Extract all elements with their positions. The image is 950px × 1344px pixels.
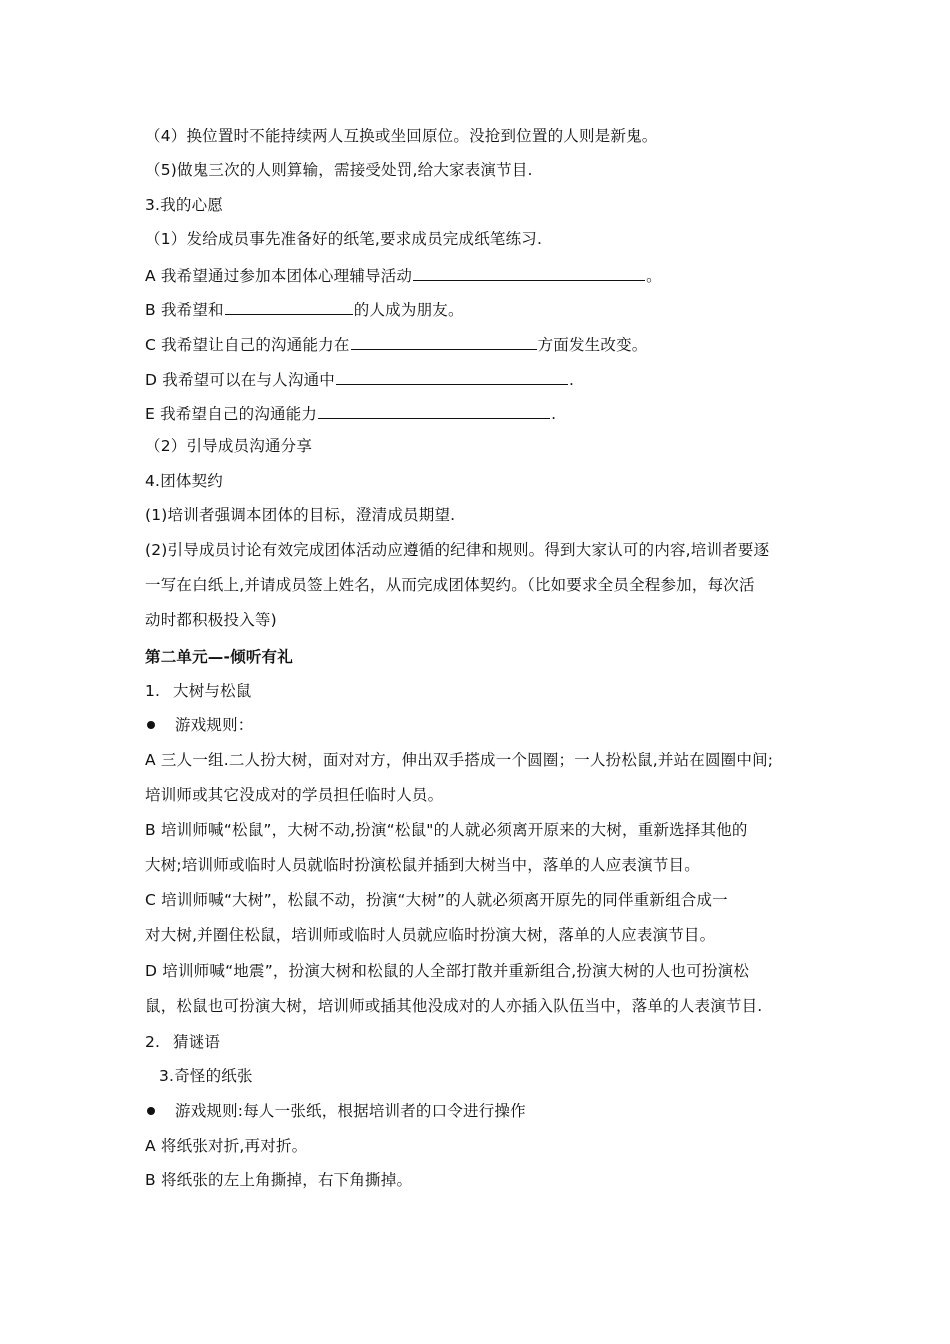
unit-title: 第二单元—-倾听有礼: [145, 648, 293, 666]
numbered-item: [145, 681, 815, 701]
answer-blank[interactable]: [336, 368, 568, 385]
answer-blank[interactable]: [351, 333, 537, 350]
paragraph: （5)做鬼三次的人则算输，需接受处罚,给大家表演节目.: [145, 161, 533, 179]
item-number: 1.: [145, 682, 161, 700]
paragraph: D 培训师喊“地震”，扮演大树和松鼠的人全部打散并重新组合,扮演大树的人也可扮演松: [145, 962, 750, 980]
fill-in-prompt: B 我希望和: [145, 301, 224, 319]
paragraph: B 将纸张的左上角撕掉，右下角撕掉。: [145, 1171, 413, 1189]
bullet-icon: [147, 1107, 155, 1115]
fill-in-line: [145, 264, 815, 286]
fill-in-line: [145, 333, 815, 355]
fill-in-suffix: 。: [646, 267, 662, 285]
paragraph: 大树;培训师或临时人员就临时扮演松鼠并插到大树当中，落单的人应表演节目。: [145, 856, 700, 874]
fill-in-prompt: C 我希望让自己的沟通能力在: [145, 336, 350, 354]
paragraph: B 培训师喊“松鼠”，大树不动,扮演“松鼠"的人就必须离开原来的大树，重新选择其他的: [145, 821, 748, 839]
paragraph: （1）发给成员事先准备好的纸笔,要求成员完成纸笔练习.: [145, 230, 543, 248]
answer-blank[interactable]: [318, 402, 550, 419]
fill-in-suffix: .: [568, 371, 575, 389]
bullet-item: [145, 1101, 815, 1121]
item-text: 猜谜语: [173, 1033, 221, 1051]
numbered-item: [145, 1032, 815, 1052]
section-heading: 3.奇怪的纸张: [159, 1067, 253, 1085]
paragraph: C 培训师喊“大树”，松鼠不动，扮演“大树”的人就必须离开原先的同伴重新组合成一: [145, 891, 728, 909]
fill-in-line: [145, 298, 815, 320]
fill-in-suffix: 的人成为朋友。: [353, 301, 464, 319]
bullet-item: [145, 715, 815, 735]
paragraph: 对大树,并圈住松鼠，培训师或临时人员就应临时扮演大树，落单的人应表演节目。: [145, 926, 716, 944]
bullet-text: 游戏规则：: [175, 716, 254, 734]
fill-in-suffix: .: [551, 405, 557, 423]
paragraph: (2)引导成员讨论有效完成团体活动应遵循的纪律和规则。得到大家认可的内容,培训者要逐: [145, 541, 770, 559]
answer-blank[interactable]: [413, 264, 645, 281]
paragraph: A 三人一组.二人扮大树，面对对方，伸出双手搭成一个圆圈；一人扮松鼠,并站在圆圈中间;: [145, 751, 774, 769]
fill-in-prompt: D 我希望可以在与人沟通中: [145, 371, 335, 389]
item-text: 大树与松鼠: [173, 682, 252, 700]
fill-in-line: [145, 368, 815, 390]
paragraph: (1)培训者强调本团体的目标，澄清成员期望.: [145, 506, 456, 524]
section-heading: 3.我的心愿: [145, 196, 223, 214]
bullet-text: 游戏规则:每人一张纸，根据培训者的口令进行操作: [175, 1102, 526, 1120]
item-number: 2.: [145, 1033, 161, 1051]
paragraph: （2）引导成员沟通分享: [145, 437, 313, 455]
answer-blank[interactable]: [225, 298, 353, 315]
paragraph: 鼠，松鼠也可扮演大树，培训师或插其他没成对的人亦插入队伍当中，落单的人表演节目.: [145, 997, 763, 1015]
paragraph: A 将纸张对折,再对折。: [145, 1137, 308, 1155]
paragraph: （4）换位置时不能持续两人互换或坐回原位。没抢到位置的人则是新鬼。: [145, 127, 658, 145]
fill-in-prompt: E 我希望自己的沟通能力: [145, 405, 318, 423]
fill-in-line: [145, 402, 815, 424]
paragraph: 动时都积极投入等): [145, 611, 277, 629]
paragraph: 培训师或其它没成对的学员担任临时人员。: [145, 786, 444, 804]
fill-in-prompt: A 我希望通过参加本团体心理辅导活动: [145, 267, 413, 285]
paragraph: 一写在白纸上,并请成员签上姓名，从而完成团体契约。（比如要求全员全程参加，每次活: [145, 576, 755, 594]
section-heading: 4.团体契约: [145, 472, 223, 490]
bullet-icon: [147, 721, 155, 729]
fill-in-suffix: 方面发生改变。: [537, 336, 648, 354]
